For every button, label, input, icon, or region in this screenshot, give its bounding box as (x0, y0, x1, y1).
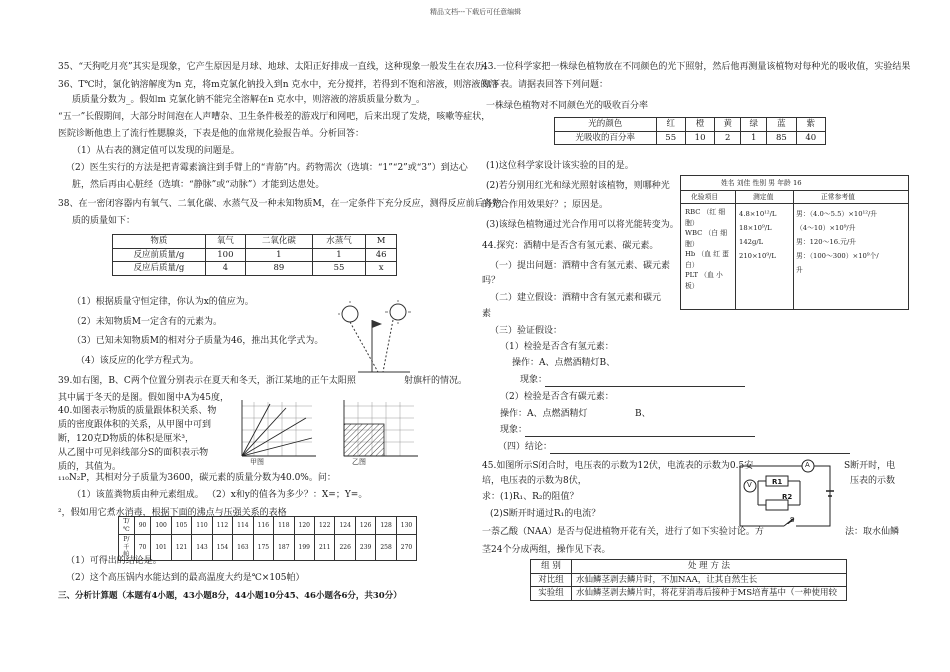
table-header-cell: 氧气 (205, 235, 245, 249)
q44-text-1: 44.探究：酒精中是否含有氢元素、碳元素。 (482, 241, 659, 251)
answer-blank[interactable] (545, 386, 745, 387)
q42-text-3: （2）这个高压锅内水能达到的最高温度大约是℃×105帕） (66, 573, 305, 583)
table-cell: 226 (335, 535, 355, 561)
q42-text-2: （1）可得出的结论是。 (66, 556, 162, 566)
q44-text-9: 现象： (520, 375, 548, 385)
q38-text-2: 质的质量如下： (72, 216, 136, 226)
table-cell: 水仙鳞茎剥去鳞片时，不加NAA，让其自然生长 (572, 573, 847, 587)
table-cell: P/千帕 (119, 535, 135, 561)
report-value: 18×10⁹/L (739, 224, 772, 232)
table-row (119, 517, 417, 535)
table-cell: 239 (355, 535, 375, 561)
answer-blank[interactable] (525, 436, 755, 437)
voltmeter-label: V (747, 481, 752, 489)
table-row (531, 573, 847, 587)
q36-text-2: 质质量分数为_。假如m 克氯化钠不能完全溶解在n 克水中，则溶液的溶质质量分数为_。 (72, 95, 426, 105)
chart-yi-label: 乙图 (352, 458, 366, 466)
table-cell: 1 (312, 248, 366, 262)
table-cell: 101 (151, 535, 171, 561)
table-cell: 258 (376, 535, 396, 561)
q41-text-3: （2）x和y的值各为多少？：X=；Y=。 (207, 490, 368, 500)
report-item: Hb （血 红 蛋 (685, 250, 729, 258)
table-cell: 光的颜色 (555, 118, 657, 132)
table-43 (554, 117, 826, 145)
q41-text-2: （1）该蓝粪物质由种元素组成。 (72, 490, 204, 500)
q44-text-2: （一）提出问题：酒精中含有氢元素、碳元素 (490, 261, 671, 271)
q35-text: 35、“天狗吃月亮”其实是现象，它产生原因是月球、地球、太阳正好排成一直线，这种现象一般发生在农历。 (58, 62, 493, 72)
table-cell: 105 (171, 517, 191, 535)
q37-text-3: （1）从右表的测定值可以发现的问题是。 (72, 146, 240, 156)
report-value: 4.8×10¹²/L (739, 210, 777, 218)
q38-text-6: （4）该反应的化学方程式为。 (76, 356, 199, 366)
q45-side-1: S断开时，电 (844, 461, 896, 471)
table-row (119, 535, 417, 561)
table-cell: 1 (246, 248, 313, 262)
table-cell: 199 (294, 535, 314, 561)
q40-text-1: 40.如图表示物质的质量跟体积关系、物 (58, 406, 217, 416)
table-cell: 175 (253, 535, 273, 561)
table-cell: 55 (312, 262, 366, 276)
report-item: 白） (685, 260, 699, 269)
table-cell: 130 (396, 517, 416, 535)
table-cell: 120 (294, 517, 314, 535)
table-row (531, 560, 847, 574)
q39-text-2: 其中属于冬天的是图。假如图中A为45度， (58, 393, 229, 403)
q39-text-1: 39.如右图，B、C两个位置分别表示在夏天和冬天，浙江某地的正午太阳照 (58, 376, 356, 386)
table-cell: 118 (274, 517, 294, 535)
table-cell: 2 (715, 131, 741, 145)
report-value: 142g/L (739, 238, 764, 246)
table-header-cell: 水蒸气 (312, 235, 366, 249)
table-row (113, 235, 397, 249)
table-cell: 114 (233, 517, 253, 535)
table-header-cell: 处 理 方 法 (572, 560, 847, 574)
q42-text-1: ²，假如用它煮水消毒，根据下面的沸点与压强关系的表格 (58, 508, 287, 518)
q43-text-6: 的光合作用效果好？；原因是。 (482, 200, 609, 210)
report-item: 胞） (685, 218, 699, 227)
page-header: 精品文档---下载后可任意编辑 (430, 8, 522, 16)
table-cell: 124 (335, 517, 355, 535)
table-46 (530, 559, 847, 601)
blood-report (680, 175, 909, 310)
q43-table-caption: 一株绿色植物对不同颜色光的吸收百分率 (486, 101, 649, 111)
q37-text-4: （2）医生实行的方法是把青霉素滴注到手臂上的“青筋”内。药物需次（选填：“1”“2”或“3”）到达心 (66, 163, 468, 173)
q40-text-4: 从乙图中可见斜线部分S的面积表示物 (58, 448, 209, 458)
q45-text-4: (2)S断开时通过R₁的电流？ (490, 509, 601, 519)
q38-text-3: （1）根据质量守恒定律，你认为x的值应为。 (72, 297, 254, 307)
q44-text-4: （二）建立假设：酒精中含有氢元素和碳元 (490, 293, 662, 303)
r2-label: R2 (782, 493, 793, 501)
table-cell: 55 (656, 131, 685, 145)
report-normal: （4～10）×10⁹/升 (796, 224, 856, 232)
q44-text-12: 现象： (500, 425, 528, 435)
table-cell: 蓝 (767, 118, 796, 132)
switch-label: S (790, 516, 795, 524)
q38-text-5: （3）已知未知物质M的相对分子质量为46，推出其化学式为。 (72, 336, 324, 346)
q44-text-5: 素 (482, 309, 492, 319)
table-row (113, 262, 397, 276)
table-cell: 116 (253, 517, 273, 535)
table-cell: 126 (355, 517, 375, 535)
table-cell: 100 (205, 248, 245, 262)
q45-text-2: 培，电压表的示数为8伏， (482, 476, 587, 486)
table-row (113, 248, 397, 262)
table-cell: T/℃ (119, 517, 135, 535)
q43-text-5: (2)若分别用红光和绿光照射该植物，则哪种光 (486, 181, 670, 191)
table-cell: 89 (246, 262, 313, 276)
table-cell: 橙 (685, 118, 714, 132)
q38-text-4: （2）未知物质M一定含有的元素为。 (72, 317, 222, 327)
table-cell: 112 (212, 517, 232, 535)
report-normal: 男：120～16.元/升 (796, 238, 857, 246)
table-cell: 70 (134, 535, 151, 561)
q44-text-13: （四）结论： (498, 442, 553, 452)
q38-text-1: 38、在一密闭容器内有氧气、二氧化碳、水蒸气及一种未知物质M，在一定条件下充分反应，测得反应前后各物 (58, 199, 502, 209)
q44-text-6: （三）验证假设： (490, 326, 563, 336)
table-cell: 211 (314, 535, 334, 561)
q37-text-2: 医院诊断他患上了流行性腮腺炎，下表是他的血常规化验报告单。分析回答： (58, 129, 365, 139)
report-item: PLT （血 小 (685, 271, 723, 279)
report-value: 210×10⁹/L (739, 252, 776, 260)
section-3-title: 三、分析计算题（本题有4小题，43小题8分，44小题10分45、46小题各6分，共30分） (58, 591, 402, 601)
table-cell: 128 (376, 517, 396, 535)
table-cell: 85 (767, 131, 796, 145)
table-cell: 110 (192, 517, 212, 535)
table-cell: 46 (366, 248, 397, 262)
q44-text-8: 操作：A、点燃酒精灯B、 (512, 358, 616, 368)
report-normal: 升 (796, 266, 803, 274)
report-item: 胞） (685, 239, 699, 248)
q40-text-5: 质的，其值为。 (58, 462, 122, 472)
table-cell: 反应后质量/g (113, 262, 206, 276)
q44-text-7: （1）检验是否含有氢元素： (500, 342, 614, 352)
table-cell: 10 (685, 131, 714, 145)
q46-text-1b: 法：取水仙鳞 (845, 527, 900, 537)
report-item: RBC （红 细 (685, 208, 726, 216)
q46-text-2: 茎24个分成两组，操作见下表。 (482, 545, 611, 555)
q45-side-2: 压表的示数 (850, 476, 896, 486)
table-cell: 154 (212, 535, 232, 561)
table-cell: x (366, 262, 397, 276)
table-cell: 紫 (796, 118, 825, 132)
q46-text-1: 一萘乙酸（NAA）是否与促进植物开花有关，进行了如下实验讨论。方 (482, 527, 764, 537)
table-cell: 绿 (741, 118, 767, 132)
q45-text-3: 求：(1)R₁、R₂的阻值？ (482, 492, 579, 502)
q39-text-1b: 射旗杆的情况。 (404, 376, 468, 386)
table-row (555, 118, 826, 132)
table-header-cell: M (366, 235, 397, 249)
ammeter-label: A (805, 461, 810, 469)
q43-text-7: (3)该绿色植物通过光合作用可以将光能转变为。 (486, 220, 679, 230)
q45-text-1: 45.如图所示S闭合时，电压表的示数为12伏，电流表的示数为0.5安 (482, 461, 754, 471)
report-item: 板） (685, 281, 699, 290)
report-normal: 男：（4.0～5.5）×10¹²/升 (796, 210, 878, 218)
r1-label: R1 (772, 478, 783, 486)
table-cell: 40 (796, 131, 825, 145)
q36-text-1: 36、T℃时，氯化钠溶解度为n 克，将m克氯化钠投入到n 克水中，充分搅拌，若得到不饱和溶液，则溶液的溶 (58, 80, 499, 90)
table-cell: 90 (134, 517, 151, 535)
table-header-cell: 组 别 (531, 560, 572, 574)
q43-text-1: 43.一位科学家把一株绿色植物放在不同颜色的光下照射，然后他再测量该植物对每种光的吸收值，实验结果 (482, 62, 911, 72)
table-38 (112, 234, 397, 276)
report-header: 测定值 (753, 193, 774, 201)
table-cell: 反应前质量/g (113, 248, 206, 262)
q44-text-3: 吗？ (482, 276, 501, 286)
table-row (555, 131, 826, 145)
q37-text-1: “五一”长假期间，大部分时间泡在人声嘈杂、卫生条件极差的游戏厅和网吧，后来出现了发烧，咳嗽等症状， (58, 112, 491, 122)
report-header: 正常参考值 (821, 193, 855, 201)
flagpole-diagram (338, 300, 413, 378)
table-cell: 121 (171, 535, 191, 561)
table-cell: 187 (274, 535, 294, 561)
table-cell: 红 (656, 118, 685, 132)
table-cell: 对比组 (531, 573, 572, 587)
table-header-cell: 二氧化碳 (246, 235, 313, 249)
q40-text-3: 断，120克D物质的体积是厘米³， (58, 434, 195, 444)
q44-text-11b: B、 (635, 409, 651, 419)
q41-text-1: ₁₁₀N₂P，其相对分子质量为3600，碳元素的质量分数为40.0%。问： (58, 473, 336, 483)
q43-text-4: (1)这位科学家设计该实验的目的是。 (486, 161, 634, 171)
table-cell: 163 (233, 535, 253, 561)
table-cell: 实验组 (531, 587, 572, 601)
table-row (531, 587, 847, 601)
q40-text-2: 质的密度跟体积的关系，从甲图中可到 (58, 420, 212, 430)
table-cell: 100 (151, 517, 171, 535)
table-cell: 黄 (715, 118, 741, 132)
table-cell: 1 (741, 131, 767, 145)
q37-text-5: 脏，然后再由心脏经（选填：“静脉”或“动脉”）才能到达患处。 (72, 180, 325, 190)
table-cell: 光吸收的百分率 (555, 131, 657, 145)
table-cell: 4 (205, 262, 245, 276)
chart-jia-label: 甲图 (250, 458, 264, 466)
report-name-row: 姓名 刘佳 性别 男 年龄 16 (721, 179, 802, 187)
report-normal: 男：（100～300）×10⁹个/ (796, 252, 879, 260)
report-item: WBC （白 细 (685, 229, 728, 237)
table-header-cell: 物质 (113, 235, 206, 249)
table-cell: 270 (396, 535, 416, 561)
answer-blank[interactable] (550, 453, 850, 454)
report-header: 化验项目 (691, 193, 719, 201)
table-42 (118, 516, 417, 561)
table-cell: 122 (314, 517, 334, 535)
q44-text-10: （2）检验是否含有碳元素： (500, 392, 614, 402)
table-cell: 水仙鳞茎剥去鳞片时，将花芽消毒后接种于MS培育基中（一种使用较 (572, 587, 847, 601)
q44-text-11: 操作：A、点燃酒精灯 (500, 409, 588, 419)
q43-text-2: 如下表。请据表回答下列问题： (482, 80, 609, 90)
table-cell: 143 (192, 535, 212, 561)
